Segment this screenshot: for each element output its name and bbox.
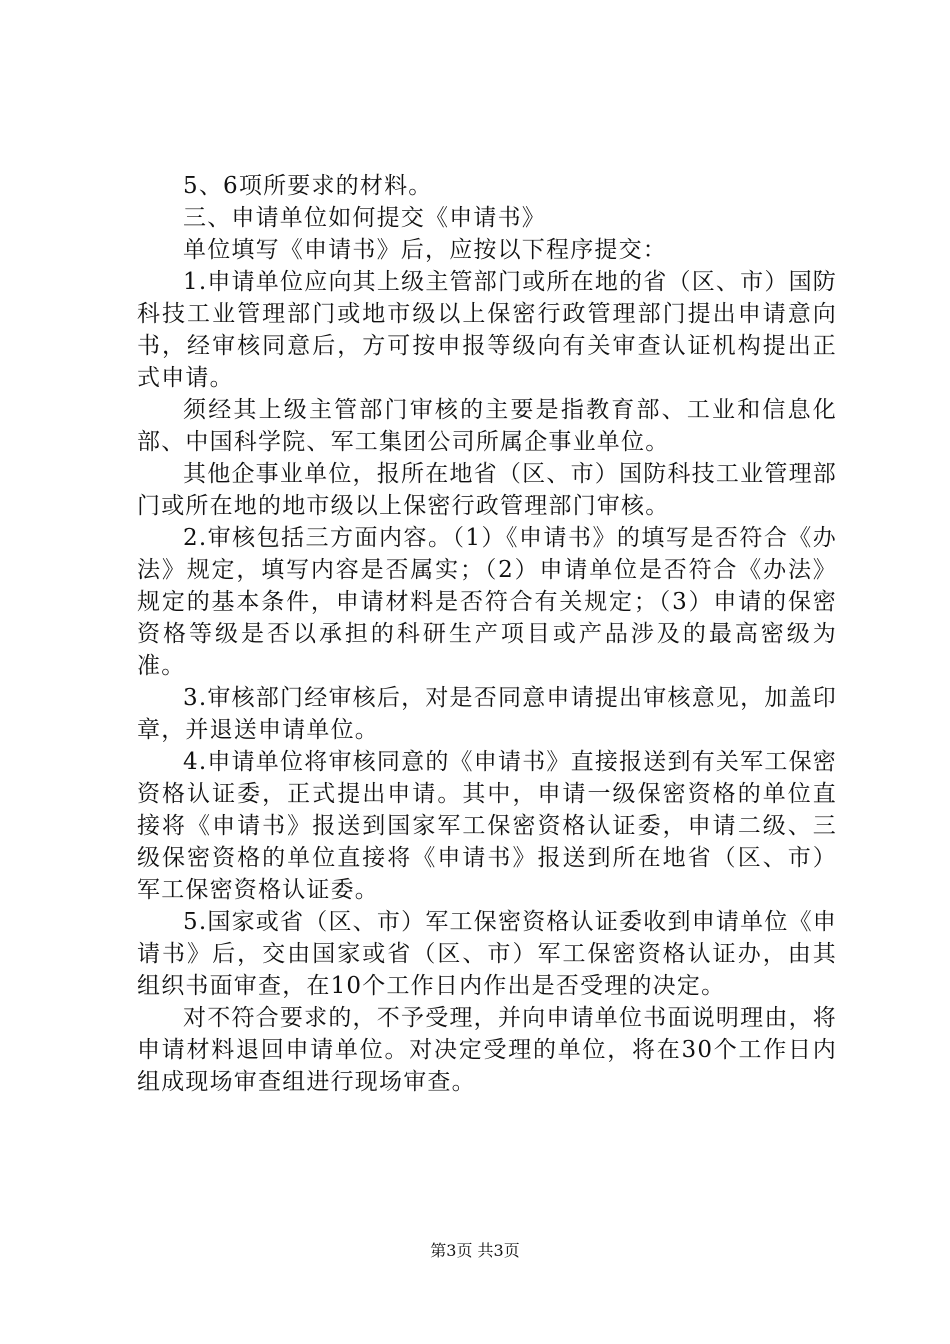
paragraph-continuation: 5、6项所要求的材料。	[183, 173, 433, 199]
paragraph-step-1-note-b: 其他企事业单位，报所在地省（区、市）国防科技工业管理部门或所在地的地市级以上保密行政管理部门审核。	[137, 461, 837, 519]
section-heading: 三、申请单位如何提交《申请书》	[183, 205, 546, 231]
paragraph-step-1: 1.申请单位应向其上级主管部门或所在地的省（区、市）国防科技工业管理部门或地市级以上保密行政管理部门提出申请意向书，经审核同意后，方可按申报等级向有关审查认证机构提出正式申请。	[137, 269, 837, 391]
paragraph-step-5-note: 对不符合要求的，不予受理，并向申请单位书面说明理由，将申请材料退回申请单位。对决定受理的单位，将在30个工作日内组成现场审查组进行现场审查。	[137, 1005, 837, 1095]
paragraph-step-4: 4.申请单位将审核同意的《申请书》直接报送到有关军工保密资格认证委，正式提出申请。其中，申请一级保密资格的单位直接将《申请书》报送到国家军工保密资格认证委，申请二级、三级保密资格的单位直接将《申请书》报送到所在地省（区、市）军工保密资格认证委。	[137, 749, 837, 903]
paragraph-intro: 单位填写《申请书》后，应按以下程序提交：	[183, 237, 667, 263]
page-number-footer: 第3页 共3页	[430, 1241, 520, 1260]
paragraph-step-3: 3.审核部门经审核后，对是否同意申请提出审核意见，加盖印章，并退送申请单位。	[137, 685, 837, 743]
paragraph-step-2: 2.审核包括三方面内容。（1）《申请书》的填写是否符合《办法》规定，填写内容是否属实；（2）申请单位是否符合《办法》规定的基本条件，申请材料是否符合有关规定；（3）申请的保密资格等级是否以承担的科研生产项目或产品涉及的最高密级为准。	[137, 525, 837, 679]
paragraph-step-5: 5.国家或省（区、市）军工保密资格认证委收到申请单位《申请书》后，交由国家或省（区、市）军工保密资格认证办，由其组织书面审查，在10个工作日内作出是否受理的决定。	[137, 909, 837, 999]
paragraph-step-1-note-a: 须经其上级主管部门审核的主要是指教育部、工业和信息化部、中国科学院、军工集团公司所属企事业单位。	[137, 397, 837, 455]
document-body	[137, 170, 837, 1098]
